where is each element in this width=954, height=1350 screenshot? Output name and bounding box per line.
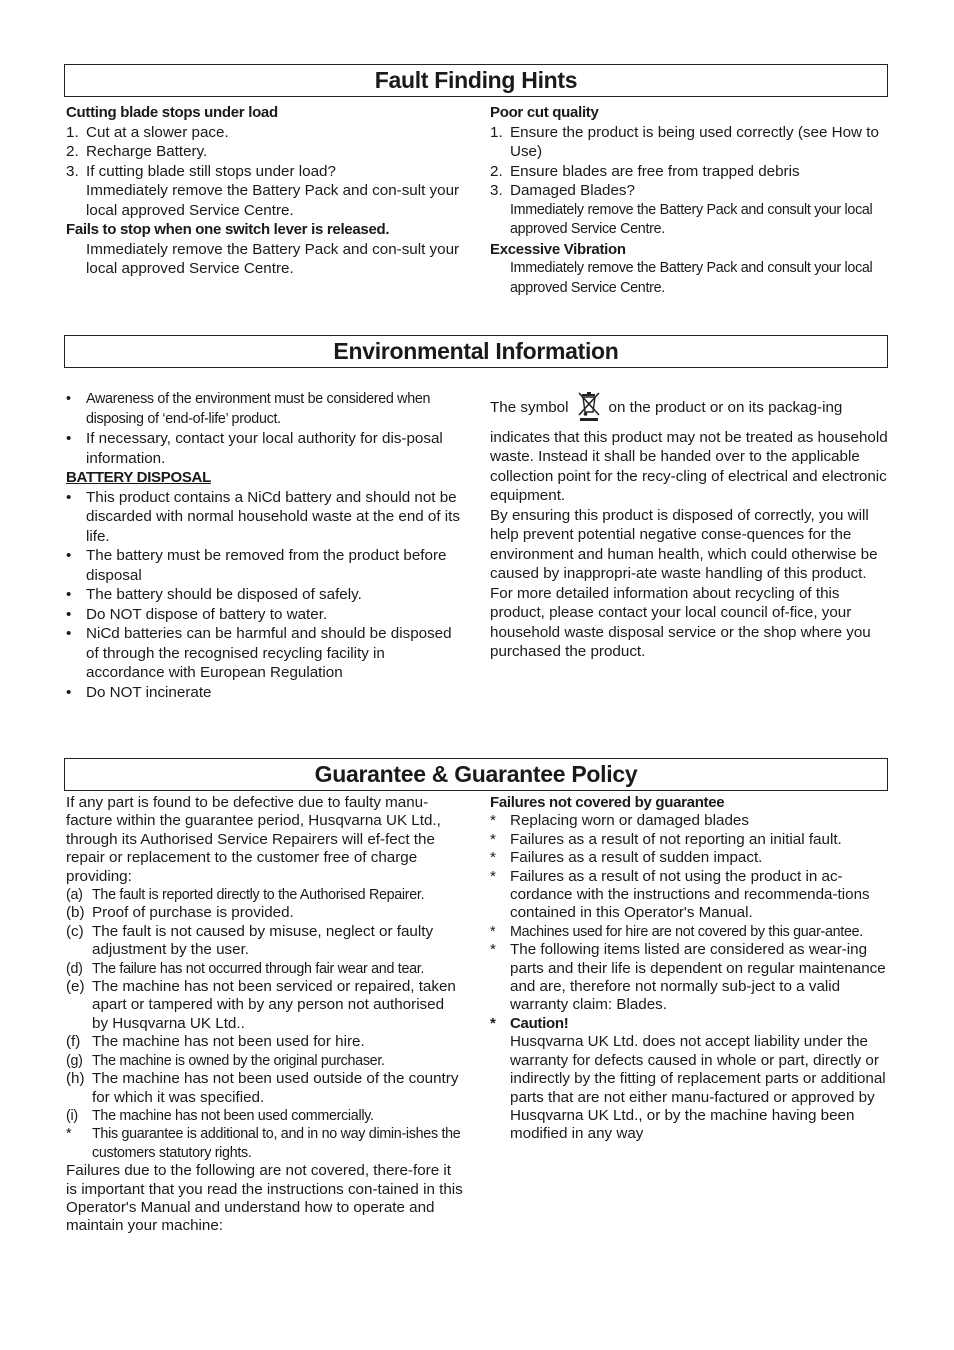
disposal-paragraph: By ensuring this product is disposed of correctly, you will help prevent potential negative conse-quences for the environment and human health, which could otherwise be caused by inappropri-ate waste handling of this product. bbox=[490, 506, 878, 582]
environment-right-column bbox=[490, 390, 888, 662]
recycling-paragraph: For more detailed information about recycling of this product, please contact your local council of-fice, your household waste disposal service or the shop where you purchased the product. bbox=[490, 584, 871, 660]
environment-left-column bbox=[66, 390, 464, 702]
caution-heading: * Caution! bbox=[490, 1014, 569, 1032]
fault-right-column bbox=[490, 103, 888, 298]
list-item: (f) The machine has not been used for hire. bbox=[66, 1033, 365, 1051]
guarantee-left-column bbox=[66, 794, 464, 1236]
list-item: (i) The machine has not been used commercially. bbox=[66, 1107, 374, 1124]
list-item: (b) Proof of purchase is provided. bbox=[66, 904, 294, 922]
poor-cut-detail: Immediately remove the Battery Pack and consult your local approved Service Centre. bbox=[510, 201, 873, 237]
poor-cut-heading: Poor cut quality bbox=[490, 104, 599, 121]
weee-paragraph: The symbol on the product or on its packag-ing indicates that this product may not be treated as household waste. Instead it shall be handed over to the applicable collection point for the recy-cling of electrical and electronic equipment. bbox=[490, 390, 888, 506]
environmental-title: Environmental Information bbox=[64, 335, 888, 368]
fails-stop-detail: Immediately remove the Battery Pack and con-sult your local approved Service Centre. bbox=[86, 240, 460, 277]
list-item: (d) The failure has not occurred through fair wear and tear. bbox=[66, 960, 425, 977]
list-item: • Do NOT dispose of battery to water. bbox=[66, 605, 328, 623]
list-item: (h) The machine has not been used outside of the country for which it was specified. bbox=[66, 1070, 459, 1106]
list-item: 3. Damaged Blades? bbox=[490, 182, 635, 199]
caution-text: Husqvarna UK Ltd. does not accept liability under the warranty for defects caused in whole or part, directly or indirectly by the fitting of replacement parts or additional parts that are not either manu-factured or approved by Husqvarna UK Ltd., or by the machine having been modified in any way bbox=[510, 1033, 886, 1143]
guarantee-right-column bbox=[490, 794, 888, 1144]
list-item: * Replacing worn or damaged blades bbox=[490, 812, 749, 830]
list-item: * Machines used for hire are not covered by this guar-antee. bbox=[490, 923, 863, 940]
list-item: (e) The machine has not been serviced or repaired, taken apart or tampered with by any person not authorised by Husqvarna UK Ltd.. bbox=[66, 978, 456, 1032]
fault-finding-title: Fault Finding Hints bbox=[64, 64, 888, 97]
list-item: * Failures as a result of not using the product in ac-cordance with the instructions and recommenda-tions contained in this Operator's Manual. bbox=[490, 867, 870, 922]
list-item: 1. Cut at a slower pace. bbox=[66, 123, 229, 141]
list-item: • NiCd batteries can be harmful and should be disposed of through the recognised recycling facility in accordance with European Regulation bbox=[66, 625, 452, 681]
list-item: • Awareness of the environment must be considered when disposing of ‘end-of-life’ product. bbox=[66, 391, 431, 427]
list-item: 2. Recharge Battery. bbox=[66, 143, 208, 160]
vibration-detail: Immediately remove the Battery Pack and consult your local approved Service Centre. bbox=[510, 260, 873, 296]
blade-stop-detail: Immediately remove the Battery Pack and con-sult your local approved Service Centre. bbox=[86, 182, 460, 219]
not-covered-heading: Failures not covered by guarantee bbox=[490, 794, 725, 811]
list-item: * Failures as a result of sudden impact. bbox=[490, 849, 763, 867]
list-item: 1. Ensure the product is being used correctly (see How to Use) bbox=[490, 123, 879, 160]
guarantee-intro: If any part is found to be defective due to faulty manu-facture within the guarantee period, Husqvarna UK Ltd., through its Authorised Service Repairers will ef-fect the repair or replacement to the customer free of charge providing: bbox=[66, 794, 441, 885]
list-item: • If necessary, contact your local authority for dis-posal information. bbox=[66, 430, 443, 467]
fault-left-column bbox=[66, 103, 464, 279]
list-item: 2. Ensure blades are free from trapped debris bbox=[490, 162, 800, 180]
blade-stop-heading: Cutting blade stops under load bbox=[66, 104, 278, 121]
list-item: • Do NOT incinerate bbox=[66, 683, 212, 701]
guarantee-title: Guarantee & Guarantee Policy bbox=[64, 758, 888, 791]
battery-disposal-heading: BATTERY DISPOSAL bbox=[66, 469, 211, 486]
list-item: (g) The machine is owned by the original purchaser. bbox=[66, 1052, 385, 1069]
vibration-heading: Excessive Vibration bbox=[490, 240, 626, 258]
list-item: * This guarantee is additional to, and in no way dimin-ishes the customers statutory rights. bbox=[66, 1126, 461, 1161]
guarantee-outro: Failures due to the following are not covered, there-fore it is important that you read the instructions con-tained in this Operator's Manual and understand how to operate and maintain your machine: bbox=[66, 1162, 463, 1235]
crossed-out-wheelie-bin-icon bbox=[575, 390, 603, 428]
list-item: • The battery should be disposed of safely. bbox=[66, 586, 362, 603]
list-item: (a) The fault is reported directly to the Authorised Repairer. bbox=[66, 887, 425, 904]
fails-stop-heading: Fails to stop when one switch lever is released. bbox=[66, 221, 390, 238]
list-item: • This product contains a NiCd battery and should not be discarded with normal household waste at the end of its life. bbox=[66, 488, 460, 545]
list-item: * Failures as a result of not reporting an initial fault. bbox=[490, 830, 842, 848]
list-item: (c) The fault is not caused by misuse, neglect or faulty adjustment by the user. bbox=[66, 922, 434, 959]
list-item: * The following items listed are considered as wear-ing parts and their life is dependent on regular maintenance and are, therefore not normally sub-ject to a valid warranty claim: Blades. bbox=[490, 941, 886, 1014]
list-item: • The battery must be removed from the product before disposal bbox=[66, 547, 447, 584]
list-item: 3. If cutting blade still stops under load? bbox=[66, 162, 336, 180]
